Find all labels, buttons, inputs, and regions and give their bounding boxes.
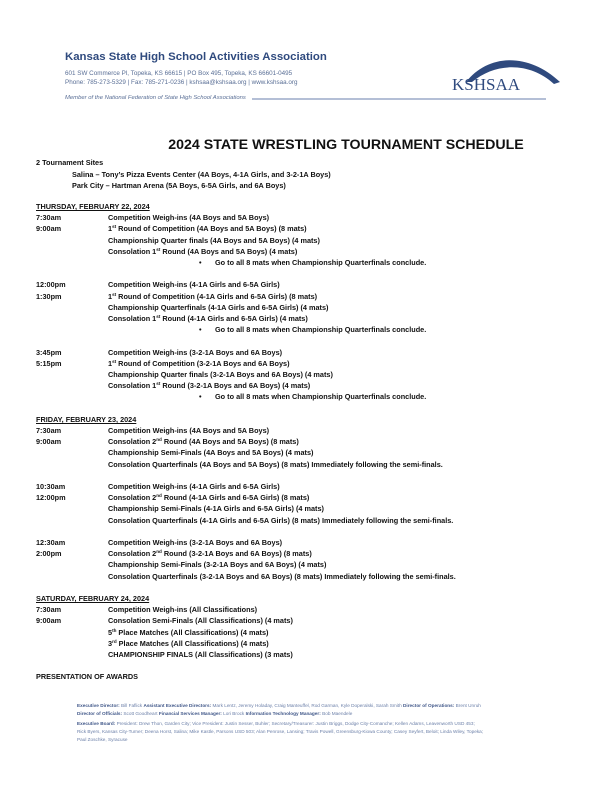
member-line: Member of the National Federation of State High School Associations — [65, 95, 246, 101]
event-text: Round of Competition (4-1A Girls and 6-5A Girls) (8 mats) — [116, 291, 318, 301]
schedule-note: Go to all 8 mats when Championship Quarterfinals conclude. — [215, 258, 427, 267]
schedule-time: 1:30pm — [36, 291, 62, 301]
footer-value: Bill Faflick — [119, 703, 144, 708]
schedule-time: 7:30am — [36, 426, 62, 435]
schedule-time: 9:00am — [36, 224, 62, 234]
page-title: 2024 STATE WRESTLING TOURNAMENT SCHEDULE — [168, 137, 524, 153]
footer-value: President: Drew Thon, Garden City; Vice President: Justin Sesser, Buhler; Secretary/Treasurer: Justin Briggs, Dodge City-Comanche; Kellen Adams, Leavenworth USD 453; — [115, 721, 475, 726]
event-prefix: 3 — [108, 638, 113, 648]
event-text: Place Matches (All Classifications) (4 mats) — [116, 627, 269, 637]
event-text: Round (4-1A Girls and 6-5A Girls) (8 mats) — [161, 493, 310, 503]
schedule-time: 9:00am — [36, 616, 62, 626]
event-prefix: Consolation 1 — [108, 314, 157, 323]
ordinal-suffix: nd — [156, 437, 162, 443]
event-prefix: 1 — [108, 358, 113, 368]
day-heading: FRIDAY, FEBRUARY 23, 2024 — [36, 414, 137, 424]
schedule-time: 12:00pm — [36, 280, 66, 290]
closing-line: PRESENTATION OF AWARDS — [36, 672, 139, 682]
schedule-note: Go to all 8 mats when Championship Quarterfinals conclude. — [215, 392, 427, 402]
bullet-icon: • — [199, 325, 202, 335]
contact-line: Phone: 785-273-5329 | Fax: 785-271-0236 | kshsaa@kshsaa.org | www.kshsaa.org — [65, 79, 298, 86]
schedule-time: 9:00am — [36, 437, 62, 447]
schedule-event: Championship Quarter finals (4A Boys and 5A Boys) (4 mats) — [108, 235, 320, 245]
footer-label: Director of Operations: — [403, 703, 455, 708]
schedule-time: 10:30am — [36, 482, 66, 491]
event-text: Round (3-2-1A Boys and 6A Boys) (8 mats) — [161, 549, 312, 559]
schedule-event: Consolation Semi-Finals (All Classifications) (4 mats) — [108, 616, 293, 626]
schedule-note: Go to all 8 mats when Championship Quarterfinals conclude. — [215, 325, 427, 335]
ordinal-suffix: st — [156, 246, 161, 252]
footer-label: Assistant Executive Directors: — [143, 703, 212, 708]
site-item: Park City – Hartman Arena (5A Boys, 6-5A Girls, and 6A Boys) — [72, 181, 286, 190]
schedule-time: 7:30am — [36, 605, 62, 615]
schedule-event — [108, 493, 309, 502]
event-prefix: 1 — [108, 224, 113, 234]
schedule-time: 12:30am — [36, 538, 66, 547]
footer-value: Mark Lentz, Jeremy Holaday, Craig Manteuffel, Rod Garman, Kyle Doperalski, Sarah Smith — [211, 703, 404, 708]
schedule-time: 5:15pm — [36, 358, 62, 368]
schedule-time: 3:45pm — [36, 347, 62, 357]
logo-divider — [420, 98, 546, 100]
schedule-event: Competition Weigh-ins (All Classifications) — [108, 605, 258, 615]
ordinal-suffix: rd — [112, 638, 117, 644]
ordinal-suffix: nd — [156, 493, 162, 499]
event-prefix: 1 — [108, 291, 113, 301]
schedule-event — [108, 247, 297, 256]
sites-heading: 2 Tournament Sites — [36, 158, 104, 167]
schedule-event — [108, 359, 290, 368]
event-text: Round of Competition (3-2-1A Boys and 6A Boys) — [116, 358, 290, 368]
schedule-event: Consolation Quarterfinals (4A Boys and 5A Boys) (8 mats) Immediately following the semi-finals. — [108, 459, 443, 469]
ordinal-suffix: th — [112, 627, 117, 633]
schedule-event — [108, 639, 269, 648]
day-heading: SATURDAY, FEBRUARY 24, 2024 — [36, 594, 150, 603]
footer-board-line-3: Paul Zoschke, Syracuse — [77, 737, 128, 742]
schedule-time: 7:30am — [36, 213, 62, 223]
event-text: Round (4-1A Girls and 6-5A Girls) (4 mats) — [160, 314, 308, 323]
org-name: Kansas State High School Activities Association — [65, 51, 327, 63]
footer-label: Executive Director: — [77, 703, 120, 708]
ordinal-suffix: st — [156, 314, 161, 319]
schedule-event: Competition Weigh-ins (4-1A Girls and 6-5A Girls) — [108, 280, 280, 290]
schedule-event: Championship Semi-Finals (4A Boys and 5A Boys) (4 mats) — [108, 448, 314, 458]
bullet-icon: • — [199, 258, 202, 267]
schedule-event: Competition Weigh-ins (4-1A Girls and 6-5A Girls) — [108, 482, 280, 491]
schedule-event: Championship Quarterfinals (4-1A Girls and 6-5A Girls) (4 mats) — [108, 302, 329, 312]
schedule-event: Competition Weigh-ins (3-2-1A Boys and 6A Boys) — [108, 347, 283, 357]
schedule-time: 12:00pm — [36, 493, 66, 503]
event-prefix: Consolation 1 — [108, 381, 157, 391]
event-prefix: Consolation 1 — [108, 246, 157, 256]
event-prefix: Consolation 2 — [108, 437, 157, 447]
schedule-event — [108, 628, 268, 637]
event-text: Round (4A Boys and 5A Boys) (4 mats) — [160, 246, 298, 256]
footer-board-line-1 — [77, 721, 475, 727]
footer-value: Bob Maendele — [320, 711, 353, 716]
event-prefix: Consolation 2 — [108, 493, 157, 503]
footer-label: Information Technology Manager: — [245, 711, 321, 716]
schedule-event — [108, 224, 307, 233]
schedule-event: Championship Semi-Finals (3-2-1A Boys and 6A Boys) (4 mats) — [108, 560, 327, 570]
ordinal-suffix: nd — [156, 549, 162, 555]
schedule-time: 2:00pm — [36, 549, 62, 559]
schedule-event: Competition Weigh-ins (4A Boys and 5A Boys) — [108, 213, 270, 223]
schedule-event: Consolation Quarterfinals (4-1A Girls and 6-5A Girls) (8 mats) Immediately following the semi-finals. — [108, 515, 454, 525]
footer-value: Scott Goodheart — [122, 711, 159, 716]
footer-value: Lori Brock — [221, 711, 246, 716]
day-heading: THURSDAY, FEBRUARY 22, 2024 — [36, 202, 150, 211]
footer-value: Brent Unruh — [454, 703, 481, 708]
event-text: Round (3-2-1A Boys and 6A Boys) (4 mats) — [160, 381, 311, 391]
schedule-event: Championship Quarter finals (3-2-1A Boys and 6A Boys) (4 mats) — [108, 370, 333, 379]
ordinal-suffix: st — [156, 381, 161, 387]
ordinal-suffix: st — [112, 291, 117, 297]
schedule-event: Competition Weigh-ins (4A Boys and 5A Boys) — [108, 426, 270, 435]
schedule-event — [108, 314, 308, 323]
bullet-icon: • — [199, 392, 202, 402]
schedule-event: CHAMPIONSHIP FINALS (All Classifications) (3 mats) — [108, 650, 293, 659]
footer-label: Director of Officials: — [77, 711, 123, 716]
schedule-event — [108, 292, 317, 301]
footer-staff-line-1 — [77, 703, 481, 709]
event-text: Round (4A Boys and 5A Boys) (8 mats) — [161, 437, 299, 447]
site-item: Salina – Tony’s Pizza Events Center (4A Boys, 4-1A Girls, and 3-2-1A Boys) — [72, 170, 331, 179]
event-prefix: 5 — [108, 627, 113, 637]
footer-label: Financial Services Manager: — [158, 711, 222, 716]
footer-board-line-2: Rick Byers, Kansas City-Turner; Deena Horst, Salina; Mike Kastle, Parsons USD 503; Alan Penrose, Lansing; Travis Powell, Greensburg-Kiowa County; Casey Seyfert, Beloit; Linda Wiley, Topeka; — [77, 729, 484, 734]
schedule-event — [108, 437, 299, 446]
schedule-event — [108, 549, 312, 558]
ordinal-suffix: st — [112, 358, 117, 364]
schedule-event: Competition Weigh-ins (3-2-1A Boys and 6A Boys) — [108, 538, 283, 547]
footer-label: Executive Board: — [77, 721, 116, 726]
address-line: 601 SW Commerce Pl, Topeka, KS 66615 | PO Box 495, Topeka, KS 66601-0495 — [65, 70, 293, 77]
logo-text: KSHSAA — [452, 75, 521, 94]
schedule-event: Championship Semi-Finals (4-1A Girls and 6-5A Girls) (4 mats) — [108, 504, 324, 514]
kshsaa-logo — [448, 52, 568, 97]
schedule-event: Consolation Quarterfinals (3-2-1A Boys and 6A Boys) (8 mats) Immediately following the semi-finals. — [108, 571, 456, 581]
ordinal-suffix: st — [112, 224, 117, 230]
schedule-event — [108, 381, 310, 390]
event-text: Place Matches (All Classifications) (4 mats) — [116, 638, 269, 648]
event-text: Round of Competition (4A Boys and 5A Boys) (8 mats) — [116, 224, 307, 234]
footer-staff-line-2 — [77, 711, 352, 717]
event-prefix: Consolation 2 — [108, 549, 157, 559]
